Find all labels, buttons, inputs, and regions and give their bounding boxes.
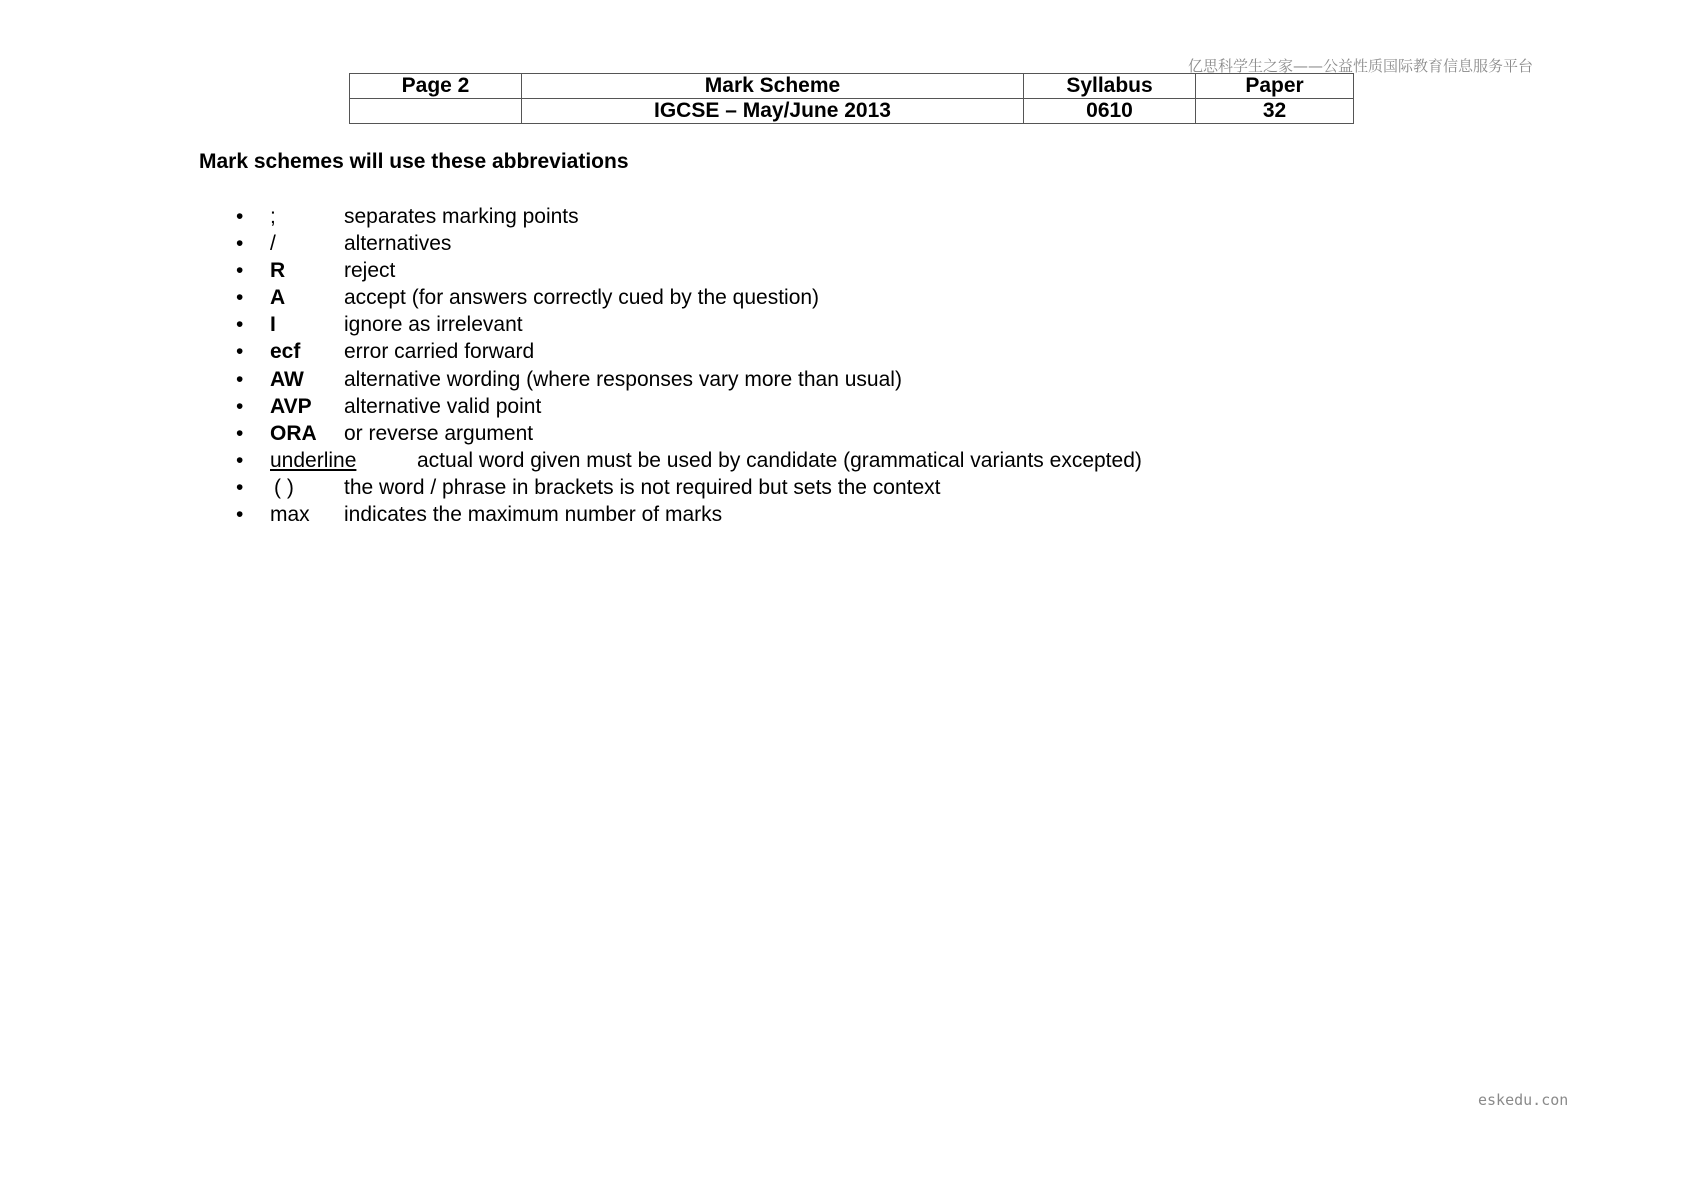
abbr-desc: or reverse argument [344,421,534,445]
abbr-term: ecf [270,340,301,364]
abbr-term: AW [270,367,304,391]
abbr-desc: actual word given must be used by candidate (grammatical variants excepted) [417,448,1142,472]
bullet-icon: • [236,259,244,283]
abbr-desc: indicates the maximum number of marks [344,503,723,527]
watermark-bottom-text: eskedu.con [1478,1091,1569,1109]
bullet-icon: • [236,394,244,418]
header-cell-paper: Paper [1196,74,1354,99]
abbr-term: / [270,232,276,256]
header-row-1 [350,74,1354,99]
bullet-icon: • [236,475,244,499]
abbr-term: ; [270,205,276,228]
bullet-icon: • [236,286,244,310]
abbr-desc: alternative valid point [344,394,542,418]
header-cell-syllabus-code: 0610 [1024,99,1196,124]
abbr-desc: reject [344,259,396,283]
abbr-term: ORA [270,421,317,445]
bullet-icon: • [236,205,244,228]
bullet-icon: • [236,367,244,391]
abbr-term: I [270,313,276,337]
abbr-term: R [270,259,286,283]
abbr-desc: alternative wording (where responses vary more than usual) [344,367,902,391]
header-cell-page: Page 2 [350,74,522,99]
abbr-desc: alternatives [344,232,452,256]
header-cell-paper-number: 32 [1196,99,1354,124]
header-row-2 [350,99,1354,124]
bullet-icon: • [236,503,244,527]
watermark-top-text: 亿思科学生之家——公益性质国际教育信息服务平台 [1188,57,1534,75]
abbreviations-heading: Mark schemes will use these abbreviations [199,150,629,173]
header-cell-syllabus: Syllabus [1024,74,1196,99]
header-table [349,73,1354,124]
abbr-desc: separates marking points [344,205,579,228]
abbr-term: AVP [270,394,312,418]
header-cell-empty [350,99,522,124]
header-cell-exam-session: IGCSE – May/June 2013 [522,99,1024,124]
abbr-term: A [270,286,286,310]
bullet-icon: • [236,313,244,337]
abbr-desc: the word / phrase in brackets is not required but sets the context [344,475,941,499]
abbr-term: ( ) [274,475,294,499]
abbr-term: max [270,503,310,527]
abbr-desc: accept (for answers correctly cued by the question) [344,286,820,310]
header-cell-mark-scheme: Mark Scheme [522,74,1024,99]
bullet-icon: • [236,421,244,445]
bullet-icon: • [236,340,244,364]
abbr-desc: ignore as irrelevant [344,313,523,337]
abbr-desc: error carried forward [344,340,535,364]
bullet-icon: • [236,448,244,472]
bullet-icon: • [236,232,244,256]
abbr-term: underline [270,448,357,472]
